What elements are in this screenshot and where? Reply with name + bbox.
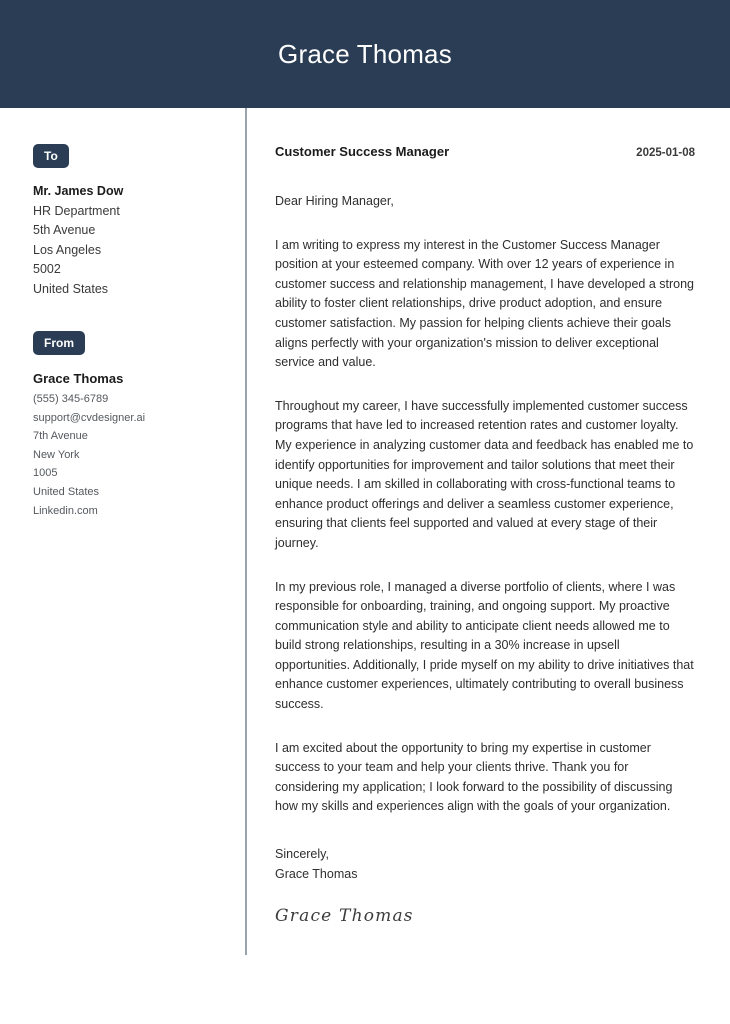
recipient-line: 5002: [33, 262, 61, 276]
recipient-line: United States: [33, 281, 109, 296]
sender-email[interactable]: support@cvdesigner.ai: [33, 411, 146, 424]
recipient-line: HR Department: [33, 203, 120, 218]
letter-date: 2025-01-08: [636, 147, 695, 159]
letter-paragraph: Throughout my career, I have successfully implemented customer success programs that have led to increased retention rates and customer loyalty. My experience in analyzing customer data and feedback has enabled me to identify opportunities for improvement and tailor solutions that meet their unique needs. I am skilled in collaborating with cross-functional teams to enhance product offerings and deliver a seamless customer experience, ensuring that clients feel supported and valued at every stage of their journey.: [275, 398, 694, 550]
letter-body: [0, 108, 730, 955]
sender-phone: (555) 345-6789: [33, 393, 109, 405]
page-title: Grace Thomas: [278, 38, 452, 69]
to-badge: To: [33, 144, 69, 168]
closing-block: [275, 845, 695, 884]
salutation: Dear Hiring Manager,: [275, 194, 394, 208]
letter-paragraph: I am excited about the opportunity to bring my expertise in customer success to your team and help your clients thrive. Thank you for considering my application; I look forward to the possibility of discussing how my skills and experiences align with the goals of your organization.: [275, 740, 673, 814]
letter-paragraph: In my previous role, I managed a diverse portfolio of clients, where I was responsible for onboarding, training, and ongoing support. My proactive communication style and ability to anticipate client needs allowed me to build strong relationships, resulting in a 30% increase in upsell opportunities. Additionally, I pride myself on my ability to drive initiatives that enhance customer experiences, ultimately contributing to overall business success.: [275, 579, 694, 712]
sender-line: 7th Avenue: [33, 430, 88, 443]
sender-line: 1005: [33, 467, 58, 480]
sender-address: [33, 369, 225, 520]
letter-header-bar: [0, 0, 730, 108]
sender-line: New York: [33, 448, 80, 461]
sender-linkedin[interactable]: Linkedin.com: [33, 504, 98, 517]
letter-heading-row: [275, 144, 695, 159]
from-badge: From: [33, 331, 85, 355]
recipient-block: [33, 144, 225, 299]
sender-block: [33, 331, 225, 520]
closing-word: Sincerely,: [275, 847, 329, 862]
sender-name: Grace Thomas: [33, 371, 124, 386]
closing-name: Grace Thomas: [275, 866, 358, 881]
recipient-line: 5th Avenue: [33, 223, 96, 237]
recipient-line: Los Angeles: [33, 242, 102, 257]
letter-content: [247, 108, 730, 926]
recipient-name: Mr. James Dow: [33, 184, 124, 198]
signature: Grace Thomas: [275, 906, 414, 927]
recipient-address: [33, 182, 225, 299]
sender-line: United States: [33, 485, 100, 498]
letter-paragraph: I am writing to express my interest in the Customer Success Manager position at your esteemed company. With over 12 years of experience in customer success and relationship management, I have developed a strong ability to foster client relationships, drive product adoption, and ensure customer satisfaction. My passion for helping clients achieve their goals aligns perfectly with your organization's mission to deliver exceptional service and value.: [275, 237, 694, 370]
job-title: Customer Success Manager: [275, 144, 450, 159]
contact-sidebar: [0, 108, 245, 520]
